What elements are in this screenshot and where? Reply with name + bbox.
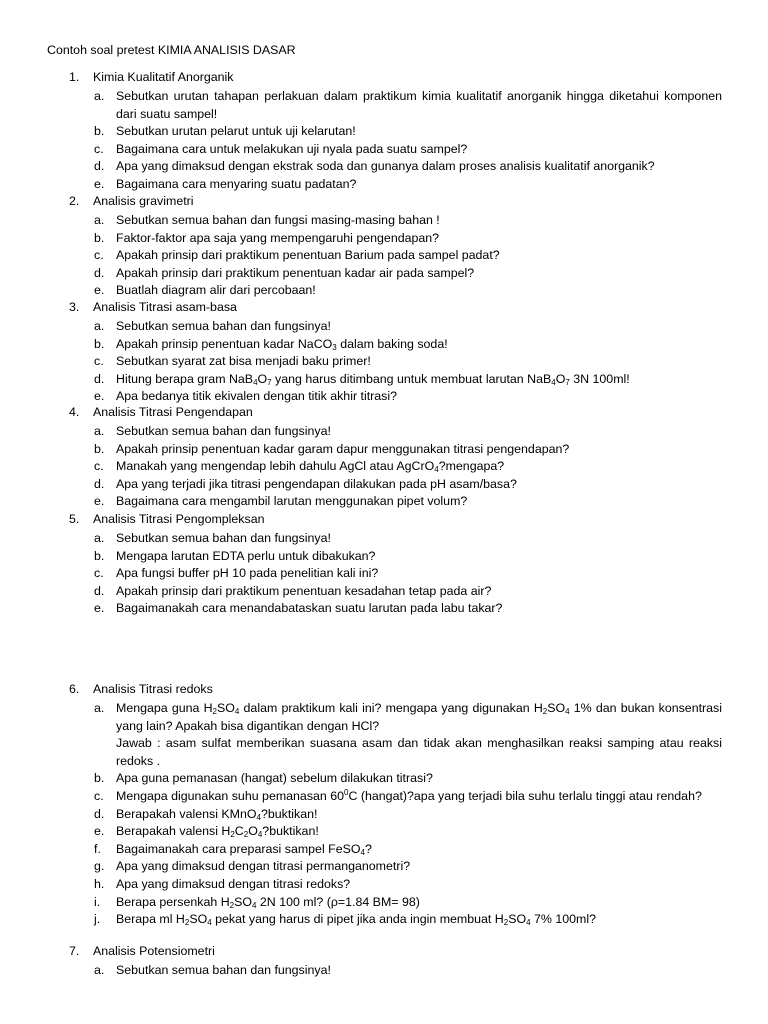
question-letter: f.: [94, 841, 101, 856]
question-text: Berapakah valensi $H_2C_2O_4?buktikan$!: [116, 824, 319, 840]
question-item: [0, 876, 768, 894]
question-item: [0, 141, 768, 159]
question-item: [0, 600, 768, 618]
question-list: [0, 318, 768, 406]
question-text: Sebutkan semua bahan dan fungsinya!: [116, 424, 331, 438]
question-item: [0, 962, 768, 980]
question-item: [0, 212, 768, 230]
question-item: [0, 493, 768, 511]
section-title: Analisis Titrasi redoks: [93, 682, 213, 696]
question-text: Apa yang dimaksud dengan ekstrak soda dan gunanya dalam proses analisis kualitatif anorganik?: [116, 159, 655, 174]
question-text: Apa yang terjadi jika titrasi pengendapan dilakukan pada pH asam/basa?: [116, 476, 517, 491]
question-text: Sebutkan semua bahan dan fungsinya!: [116, 963, 331, 977]
question-text: Berapakah valensi KMnO$_4$?buktikan!: [116, 806, 318, 822]
question-text: Bagaimana cara mengambil larutan menggunakan pipet volum?: [116, 494, 468, 509]
question-letter: e.: [94, 283, 105, 298]
question-letter: b.: [94, 441, 105, 456]
question-text: Mengapa guna $H_2SO_4$ dalam praktikum kali ini? mengapa yang digunakan $H_2SO_4$ 1% dan bukan konsentrasi yang lain? Apakah bisa digantikan dengan HCl? Jawab : asam sulfat memberikan suasana asam dan tidak akan menghasilkan reaksi samping atau reaksi redoks .: [116, 701, 723, 768]
question-item: [0, 788, 768, 806]
question-item: [0, 176, 768, 194]
question-text: Manakah yang mengendap lebih dahulu AgCl atau AgCrO$_4$?mengapa?: [116, 459, 505, 475]
question-text: Apa yang dimaksud dengan titrasi redoks?: [116, 876, 351, 891]
question-text: Sebutkan semua bahan dan fungsi masing-masing bahan !: [116, 213, 440, 227]
question-item: [0, 123, 768, 141]
question-text: Sebutkan urutan tahapan perlakuan dalam praktikum kimia kualitatif anorganik hingga diketahui komponen dari suatu sampel!: [116, 89, 722, 121]
question-text: Berapa ml $H_2SO_4$ pekat yang harus di pipet jika anda ingin membuat $H_2SO_4$ 7% 100ml?: [116, 912, 596, 928]
question-letter: d.: [94, 583, 105, 598]
question-letter: c.: [94, 248, 104, 263]
question-item: [0, 388, 768, 406]
question-letter: c.: [94, 566, 104, 581]
question-item: [0, 476, 768, 494]
question-text: Hitung berapa gram $NaB_4O_7$ yang harus ditimbang untuk membuat larutan $NaB_4O_7$ 3N 100ml!: [116, 371, 630, 387]
question-item: [0, 230, 768, 248]
question-text: Mengapa larutan EDTA perlu untuk dibakukan?: [116, 548, 376, 563]
question-letter: e.: [94, 389, 105, 404]
question-letter: a.: [94, 424, 105, 438]
question-item: [0, 318, 768, 336]
question-text: Sebutkan semua bahan dan fungsinya!: [116, 319, 331, 333]
question-text: Apakah prinsip dari praktikum penentuan kesadahan tetap pada air?: [116, 583, 492, 598]
question-item: [0, 700, 768, 770]
question-text: Mengapa digunakan suhu pemanasan $60^0C$ (hangat)?apa yang terjadi bila suhu terlalu tinggi atau rendah?: [116, 787, 702, 803]
section-title: Analisis Titrasi asam-basa: [93, 300, 237, 314]
question-letter: b.: [94, 548, 105, 563]
section-number: 5.: [69, 512, 80, 526]
question-letter: d.: [94, 806, 105, 821]
question-letter: a.: [94, 963, 105, 977]
question-text: Sebutkan semua bahan dan fungsinya!: [116, 531, 331, 545]
question-item: [0, 423, 768, 441]
question-text: Apa guna pemanasan (hangat) sebelum dilakukan titrasi?: [116, 771, 433, 786]
question-item: [0, 353, 768, 371]
question-letter: e.: [94, 176, 105, 191]
question-text: Sebutkan syarat zat bisa menjadi baku primer!: [116, 354, 371, 369]
question-letter: e.: [94, 601, 105, 616]
question-letter: d.: [94, 159, 105, 174]
section-number: 6.: [69, 682, 80, 696]
question-letter: b.: [94, 336, 105, 351]
question-letter: b.: [94, 771, 105, 786]
question-text: Sebutkan urutan pelarut untuk uji kelarutan!: [116, 124, 356, 139]
question-letter: i.: [94, 894, 101, 909]
question-item: [0, 247, 768, 265]
question-item: [0, 530, 768, 548]
question-item: [0, 841, 768, 859]
question-list: [0, 700, 768, 929]
question-letter: d.: [94, 265, 105, 280]
section-title: Kimia Kualitatif Anorganik: [93, 70, 234, 84]
question-list: [0, 962, 768, 980]
question-letter: c.: [94, 788, 104, 803]
question-letter: d.: [94, 371, 105, 386]
question-text: Apakah prinsip penentuan kadar NaCO$_3$ dalam baking soda!: [116, 336, 448, 352]
question-letter: d.: [94, 476, 105, 491]
question-letter: h.: [94, 876, 105, 891]
question-item: [0, 441, 768, 459]
section-number: 1.: [69, 70, 80, 84]
section-title: Analisis Potensiometri: [93, 944, 215, 958]
question-letter: j.: [94, 912, 101, 927]
question-letter: c.: [94, 141, 104, 156]
question-text: Apakah prinsip dari praktikum penentuan kadar air pada sampel?: [116, 265, 475, 280]
question-text: Bagaimanakah cara preparasi sampel FeSO$_4$?: [116, 841, 372, 857]
question-item: [0, 88, 768, 123]
question-letter: c.: [94, 459, 104, 474]
document-title: Contoh soal pretest KIMIA ANALISIS DASAR: [47, 43, 296, 57]
question-list: [0, 423, 768, 511]
question-list: [0, 530, 768, 618]
question-letter: b.: [94, 124, 105, 139]
section-title: Analisis gravimetri: [93, 194, 194, 208]
question-text: Bagaimana cara untuk melakukan uji nyala pada suatu sampel?: [116, 141, 468, 156]
question-letter: a.: [94, 531, 105, 545]
question-letter: a.: [94, 701, 105, 715]
question-text: Apa bedanya titik ekivalen dengan titik akhir titrasi?: [116, 389, 398, 404]
question-text: Buatlah diagram alir dari percobaan!: [116, 283, 316, 298]
question-list: [0, 212, 768, 300]
question-item: [0, 336, 768, 354]
question-list: [0, 88, 768, 194]
question-text: Apakah prinsip dari praktikum penentuan Barium pada sampel padat?: [116, 248, 500, 263]
question-item: [0, 265, 768, 283]
question-letter: a.: [94, 89, 105, 103]
question-text: Bagaimana cara menyaring suatu padatan?: [116, 176, 357, 191]
question-letter: g.: [94, 859, 105, 874]
question-item: [0, 158, 768, 176]
question-letter: c.: [94, 354, 104, 369]
question-text: Apa fungsi buffer pH 10 pada penelitian kali ini?: [116, 566, 379, 581]
question-letter: a.: [94, 319, 105, 333]
question-item: [0, 458, 768, 476]
question-item: [0, 894, 768, 912]
question-item: [0, 806, 768, 824]
section-number: 7.: [69, 944, 80, 958]
question-letter: b.: [94, 230, 105, 245]
section-number: 4.: [69, 405, 80, 419]
question-letter: a.: [94, 213, 105, 227]
question-text: Apa yang dimaksud dengan titrasi permanganometri?: [116, 859, 411, 874]
question-letter: e.: [94, 494, 105, 509]
question-item: [0, 565, 768, 583]
question-text: Faktor-faktor apa saja yang mempengaruhi pengendapan?: [116, 230, 440, 245]
question-item: [0, 911, 768, 929]
section-number: 2.: [69, 194, 80, 208]
question-item: [0, 583, 768, 601]
question-text: Apakah prinsip penentuan kadar garam dapur menggunakan titrasi pengendapan?: [116, 441, 570, 456]
question-text: Bagaimanakah cara menandabataskan suatu larutan pada labu takar?: [116, 601, 503, 616]
question-text: Berapa persenkah $H_2SO_4$ 2N 100 ml? (ρ=1.84 BM= 98): [116, 894, 420, 910]
question-item: [0, 371, 768, 389]
question-item: [0, 548, 768, 566]
question-item: [0, 858, 768, 876]
section-title: Analisis Titrasi Pengompleksan: [93, 512, 265, 526]
question-item: [0, 770, 768, 788]
section-title: Analisis Titrasi Pengendapan: [93, 405, 253, 419]
question-item: [0, 282, 768, 300]
question-item: [0, 823, 768, 841]
question-letter: e.: [94, 824, 105, 839]
section-number: 3.: [69, 300, 80, 314]
